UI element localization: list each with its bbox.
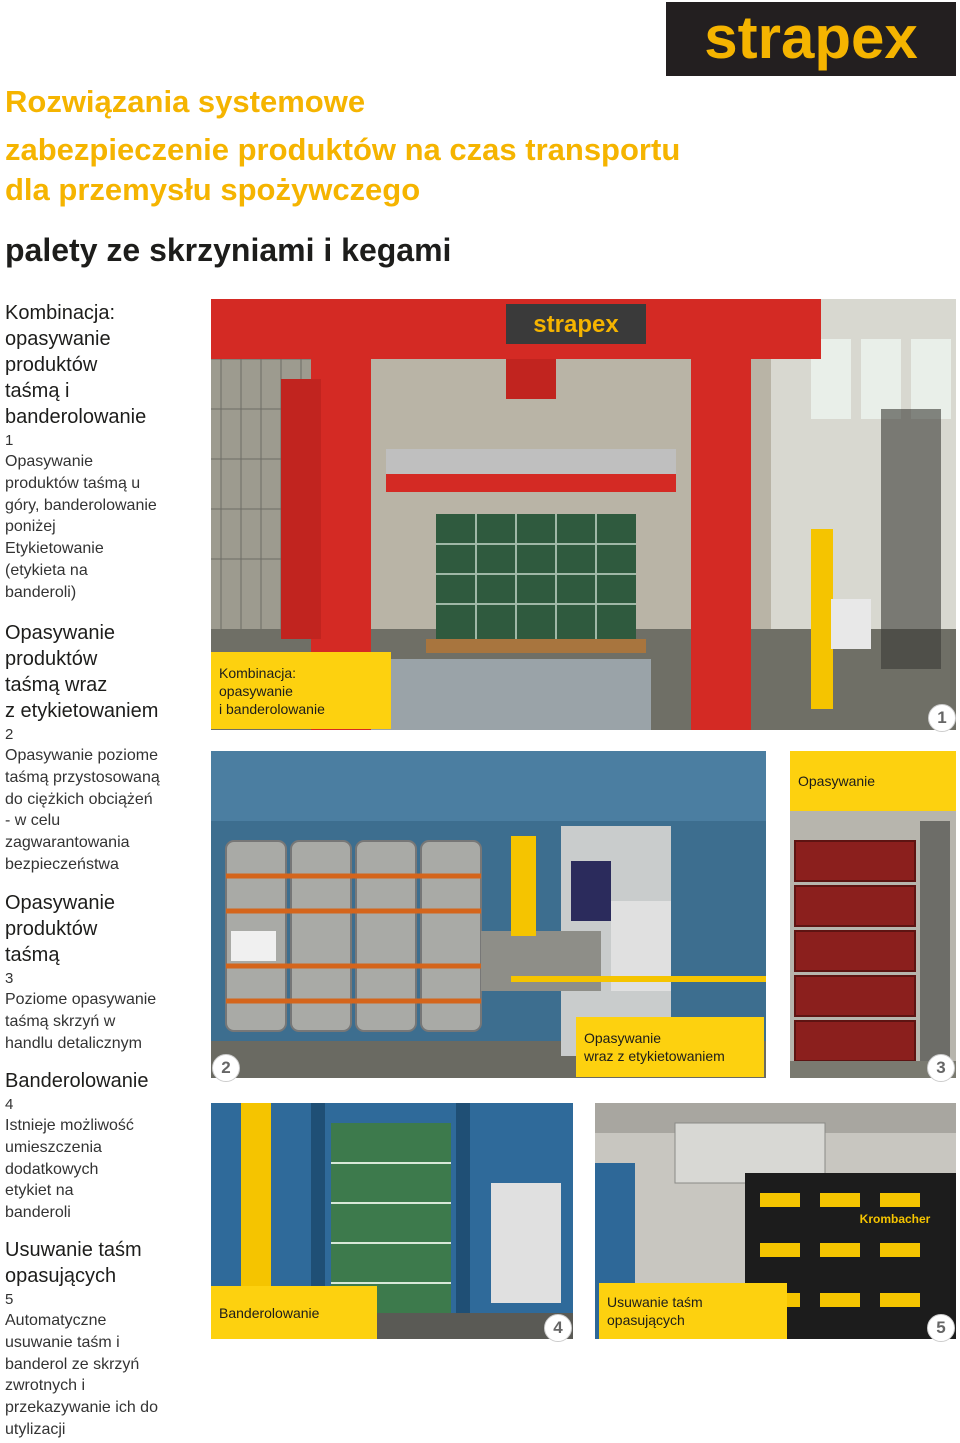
section-number: 4 [5, 1096, 14, 1113]
photo-number-badge: 3 [927, 1054, 955, 1082]
machine-logo-text: strapex [533, 311, 619, 338]
section-description: Automatyczne usuwanie taśm i banderol ze skrzyń zwrotnych i przekazywanie ich do utylizacji [5, 1312, 158, 1438]
page-subtitle: palety ze skrzyniami i kegami [5, 232, 452, 268]
section-description: Istnieje możliwość umieszczenia dodatkowych etykiet na banderoli [5, 1117, 134, 1222]
section-title: Banderolowanie [5, 1070, 149, 1092]
logo-text: strapex [704, 4, 918, 71]
photo-caption: Banderolowanie [211, 1286, 377, 1339]
section-2 [5, 620, 205, 876]
photo-number-badge: 4 [544, 1314, 572, 1342]
section-4 [5, 1068, 205, 1224]
section-5 [5, 1237, 205, 1441]
photo-number-badge: 5 [927, 1314, 955, 1342]
photo-number-badge: 1 [928, 704, 956, 732]
headline-line-2: zabezpieczenie produktów na czas transportu [5, 132, 681, 167]
crate-brand-text: Krombacher [859, 1212, 931, 1226]
photo-caption: Opasywanie wraz z etykietowaniem [576, 1017, 764, 1077]
photo-caption: Kombinacja: opasywanie i banderolowanie [211, 652, 391, 729]
section-description: Opasywanie produktów taśmą u góry, banderolowanie poniżej Etykietowanie (etykieta na banderoli) [5, 453, 157, 601]
section-number: 5 [5, 1291, 14, 1308]
section-title: Opasywanie produktów taśmą wraz z etykietowaniem [5, 622, 159, 722]
headline-line-3: dla przemysłu spożywczego [5, 172, 421, 207]
section-1 [5, 300, 205, 604]
section-number: 3 [5, 970, 14, 987]
section-3 [5, 890, 205, 1054]
section-title: Usuwanie taśm opasujących [5, 1239, 142, 1287]
photo-caption: Usuwanie taśm opasujących [599, 1283, 787, 1339]
section-description: Opasywanie poziome taśmą przystosowaną do ciężkich obciążeń - w celu zagwarantowania bezpieczeństwa [5, 747, 160, 873]
headline-line-1: Rozwiązania systemowe [5, 84, 366, 119]
section-title: Kombinacja: opasywanie produktów taśmą i banderolowanie [5, 302, 147, 428]
photo-caption: Opasywanie [790, 751, 956, 811]
section-description: Poziome opasywanie taśmą skrzyń w handlu detalicznym [5, 991, 157, 1052]
section-title: Opasywanie produktów taśmą [5, 892, 116, 966]
strapex-logo [666, 2, 956, 76]
section-number: 2 [5, 726, 14, 743]
section-number: 1 [5, 432, 14, 449]
photo-number-badge: 2 [212, 1054, 240, 1082]
